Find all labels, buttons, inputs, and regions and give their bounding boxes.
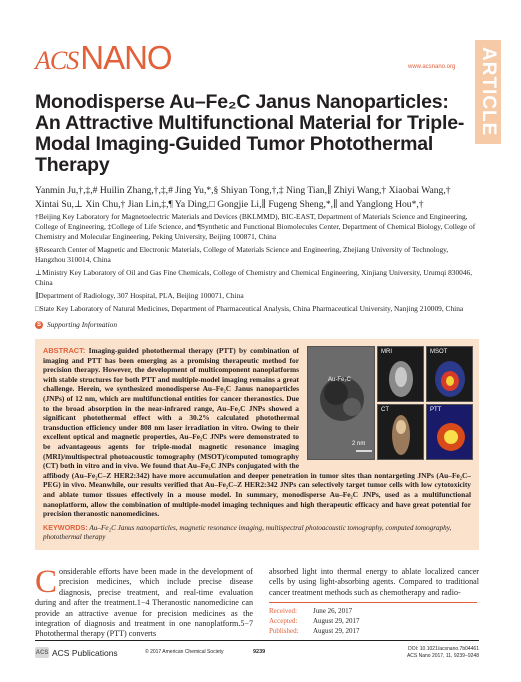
affiliation: ⊥Ministry Key Laboratory of Oil and Gas Fine Chemicals, College of Chemistry and Chemical Engineering, Xinjiang University, Urumqi 830046, China	[35, 268, 473, 287]
ct-panel	[377, 404, 424, 460]
date-value: August 29, 2017	[313, 627, 360, 635]
msot-label: MSOT	[430, 349, 448, 355]
ct-image	[378, 405, 424, 460]
affiliation: □State Key Laboratory of Natural Medicines, Department of Pharmaceutical Analysis, China Pharmaceutical University, Nanjing 210009, China	[35, 304, 464, 313]
ptt-label: PTT	[430, 407, 442, 413]
date-label: Published:	[269, 627, 299, 635]
date-value: August 29, 2017	[313, 617, 360, 625]
msot-panel	[426, 346, 473, 402]
tem-label-particle: Au-Fe₂C	[328, 377, 352, 383]
logo-nano: NANO	[80, 39, 172, 76]
mri-panel	[377, 346, 424, 402]
journal-logo	[35, 40, 172, 74]
supporting-info-icon: S	[36, 321, 41, 328]
ptt-image	[427, 405, 473, 460]
keywords-label: KEYWORDS:	[43, 522, 88, 532]
affiliations	[35, 212, 480, 317]
mri-label: MRI	[381, 349, 392, 355]
mri-image	[378, 347, 424, 402]
article-side-tab	[475, 40, 501, 144]
supporting-info-link[interactable]	[35, 320, 117, 329]
publisher-logo	[35, 647, 118, 658]
page-footer	[35, 640, 479, 664]
body-column-right: absorbed light into thermal energy to ablate localized cancer cells by using light-absorbing agents. Compared to traditional cancer treatment methods such as chemotherapy and radio-	[269, 567, 479, 597]
supporting-info-label: Supporting Information	[47, 320, 118, 329]
article-title: Monodisperse Au–Fe₂C Janus Nanoparticles: An Attractive Multifunctional Material for Triple-Modal Imaging-Guided Tumor Photothermal Therapy	[35, 91, 465, 176]
ptt-panel	[426, 404, 473, 460]
body-text-left: onsiderable efforts have been made in the development of precision medicines, which include precise disease diagnosis, precise treatment, and real-time evaluation during and after the treatment.1−4 Theranostic nanomedicine can provide an attractive avenue for precision medicines as the integration of diagnosis and treatment in one nanoplatform.5−7 Photothermal therapy (PTT) converts	[35, 567, 253, 639]
date-label: Received:	[269, 607, 297, 615]
keywords	[43, 523, 471, 543]
author-list: Yanmin Ju,†,‡,# Huilin Zhang,†,‡,# Jing Yu,*,§ Shiyan Tong,†,‡ Ning Tian,∥ Zhiyi Wang,† Xiaobai Wang,† Xintai Su,⊥ Xin Chu,† Jian Lin,‡,¶ Ya Ding,□ Gongjie Li,∥ Fugeng Sheng,*,∥ and Yanglong Hou*,†	[35, 185, 451, 210]
citation: ACS Nano 2017, 11, 9239−9248	[406, 652, 479, 659]
drop-cap: C	[35, 564, 58, 600]
abstract-label: ABSTRACT:	[43, 346, 86, 355]
abstract-body: Imaging-guided photothermal therapy (PTT) by combination of imaging and PTT has been emerging as a promising therapeutic method for precision therapy. However, the development of multicomponent nanoplatforms with stable structures for both PTT and multiple-model imaging remains a great challenge. Herein, we synthesized monodisperse Au–Fe₂C Janus nanoparticles (JNPs) of 12 nm, which are multifunctional entities for cancer theranostics. Due to the broad absorption in the near-infrared range, Au–Fe₂C JNPs showed a significant photothermal effect with a 30.2% calculated photothermal transduction efficiency under 808 nm laser irradiation in vitro. Owing to their excellent optical and magnetic properties, Au–Fe₂C JNPs were demonstrated to be advantageous agents for triple-modal magnetic resonance imaging (MRI)/multispectral photoacoustic tomography (MSOT)/computed tomography (CT) both in vitro and in vivo. We found that Au–Fe₂C JNPs conjugated with the affibody (Au–Fe₂C–Z HER2:342) have more accumulation and deeper penetration in tumor sites than nontargeting JNPs (Au–Fe₂C–PEG) in vivo. Meanwhile, our results verified that Au–Fe₂C–Z HER2:342 JNPs can selectively target tumor cells with low cytotoxicity and ablate tumor tissues effectively in a mouse model. In summary, monodisperse Au–Fe₂C JNPs, used as a multifunctional nanoplatform, allow the combination of multiple-model imaging techniques and high therapeutic efficacy and have great potential for precision theranostic nanomedicines.	[43, 346, 471, 519]
tem-scale-bar-label: 2 nm	[352, 441, 366, 447]
journal-url[interactable]: www.acsnano.org	[408, 64, 456, 70]
ct-label: CT	[381, 407, 389, 413]
affiliation: †Beijing Key Laboratory for Magnetoelectric Materials and Devices (BKLMMD), BIC-EAST, Department of Materials Science and Engineering, College of Engineering, ‡College of Life Science, and ¶Synthetic and Functional Biomolecules Center, Department of Chemical Biology, College of Chemistry and Molecular Engineering, Peking University, Beijing 100871, China	[35, 212, 476, 241]
date-row	[269, 606, 477, 616]
publisher-name: ACS Publications	[52, 647, 118, 658]
keywords-text: Au–Fe₂C Janus nanoparticles, magnetic resonance imaging, multispectral photoacoustic tomography, computed tomography, photothermal therapy	[43, 523, 452, 542]
affiliation: ∥Department of Radiology, 307 Hospital, PLA, Beijing 100071, China	[35, 291, 244, 300]
side-tab-label: ARTICLE	[478, 47, 499, 137]
publication-dates	[269, 602, 477, 636]
doi-block	[407, 646, 479, 659]
date-row	[269, 616, 477, 626]
msot-image	[427, 347, 473, 402]
logo-acs: ACS	[35, 46, 79, 75]
toc-graphic	[307, 346, 473, 460]
copyright: © 2017 American Chemical Society	[145, 649, 224, 655]
affiliation: §Research Center of Magnetic and Electronic Materials, College of Materials Science and Engineering, Zhejiang University of Technology, Hangzhou 310014, China	[35, 245, 449, 264]
date-value: June 26, 2017	[313, 607, 353, 615]
tem-image-panel	[307, 346, 375, 460]
date-label: Accepted:	[269, 617, 298, 625]
acs-logo-icon: ACS	[35, 647, 49, 658]
doi-link[interactable]: DOI: 10.1021/acsnano.7b04461	[408, 646, 479, 652]
page-number: 9239	[253, 649, 266, 655]
body-column-left	[35, 564, 253, 640]
date-row	[269, 626, 477, 636]
